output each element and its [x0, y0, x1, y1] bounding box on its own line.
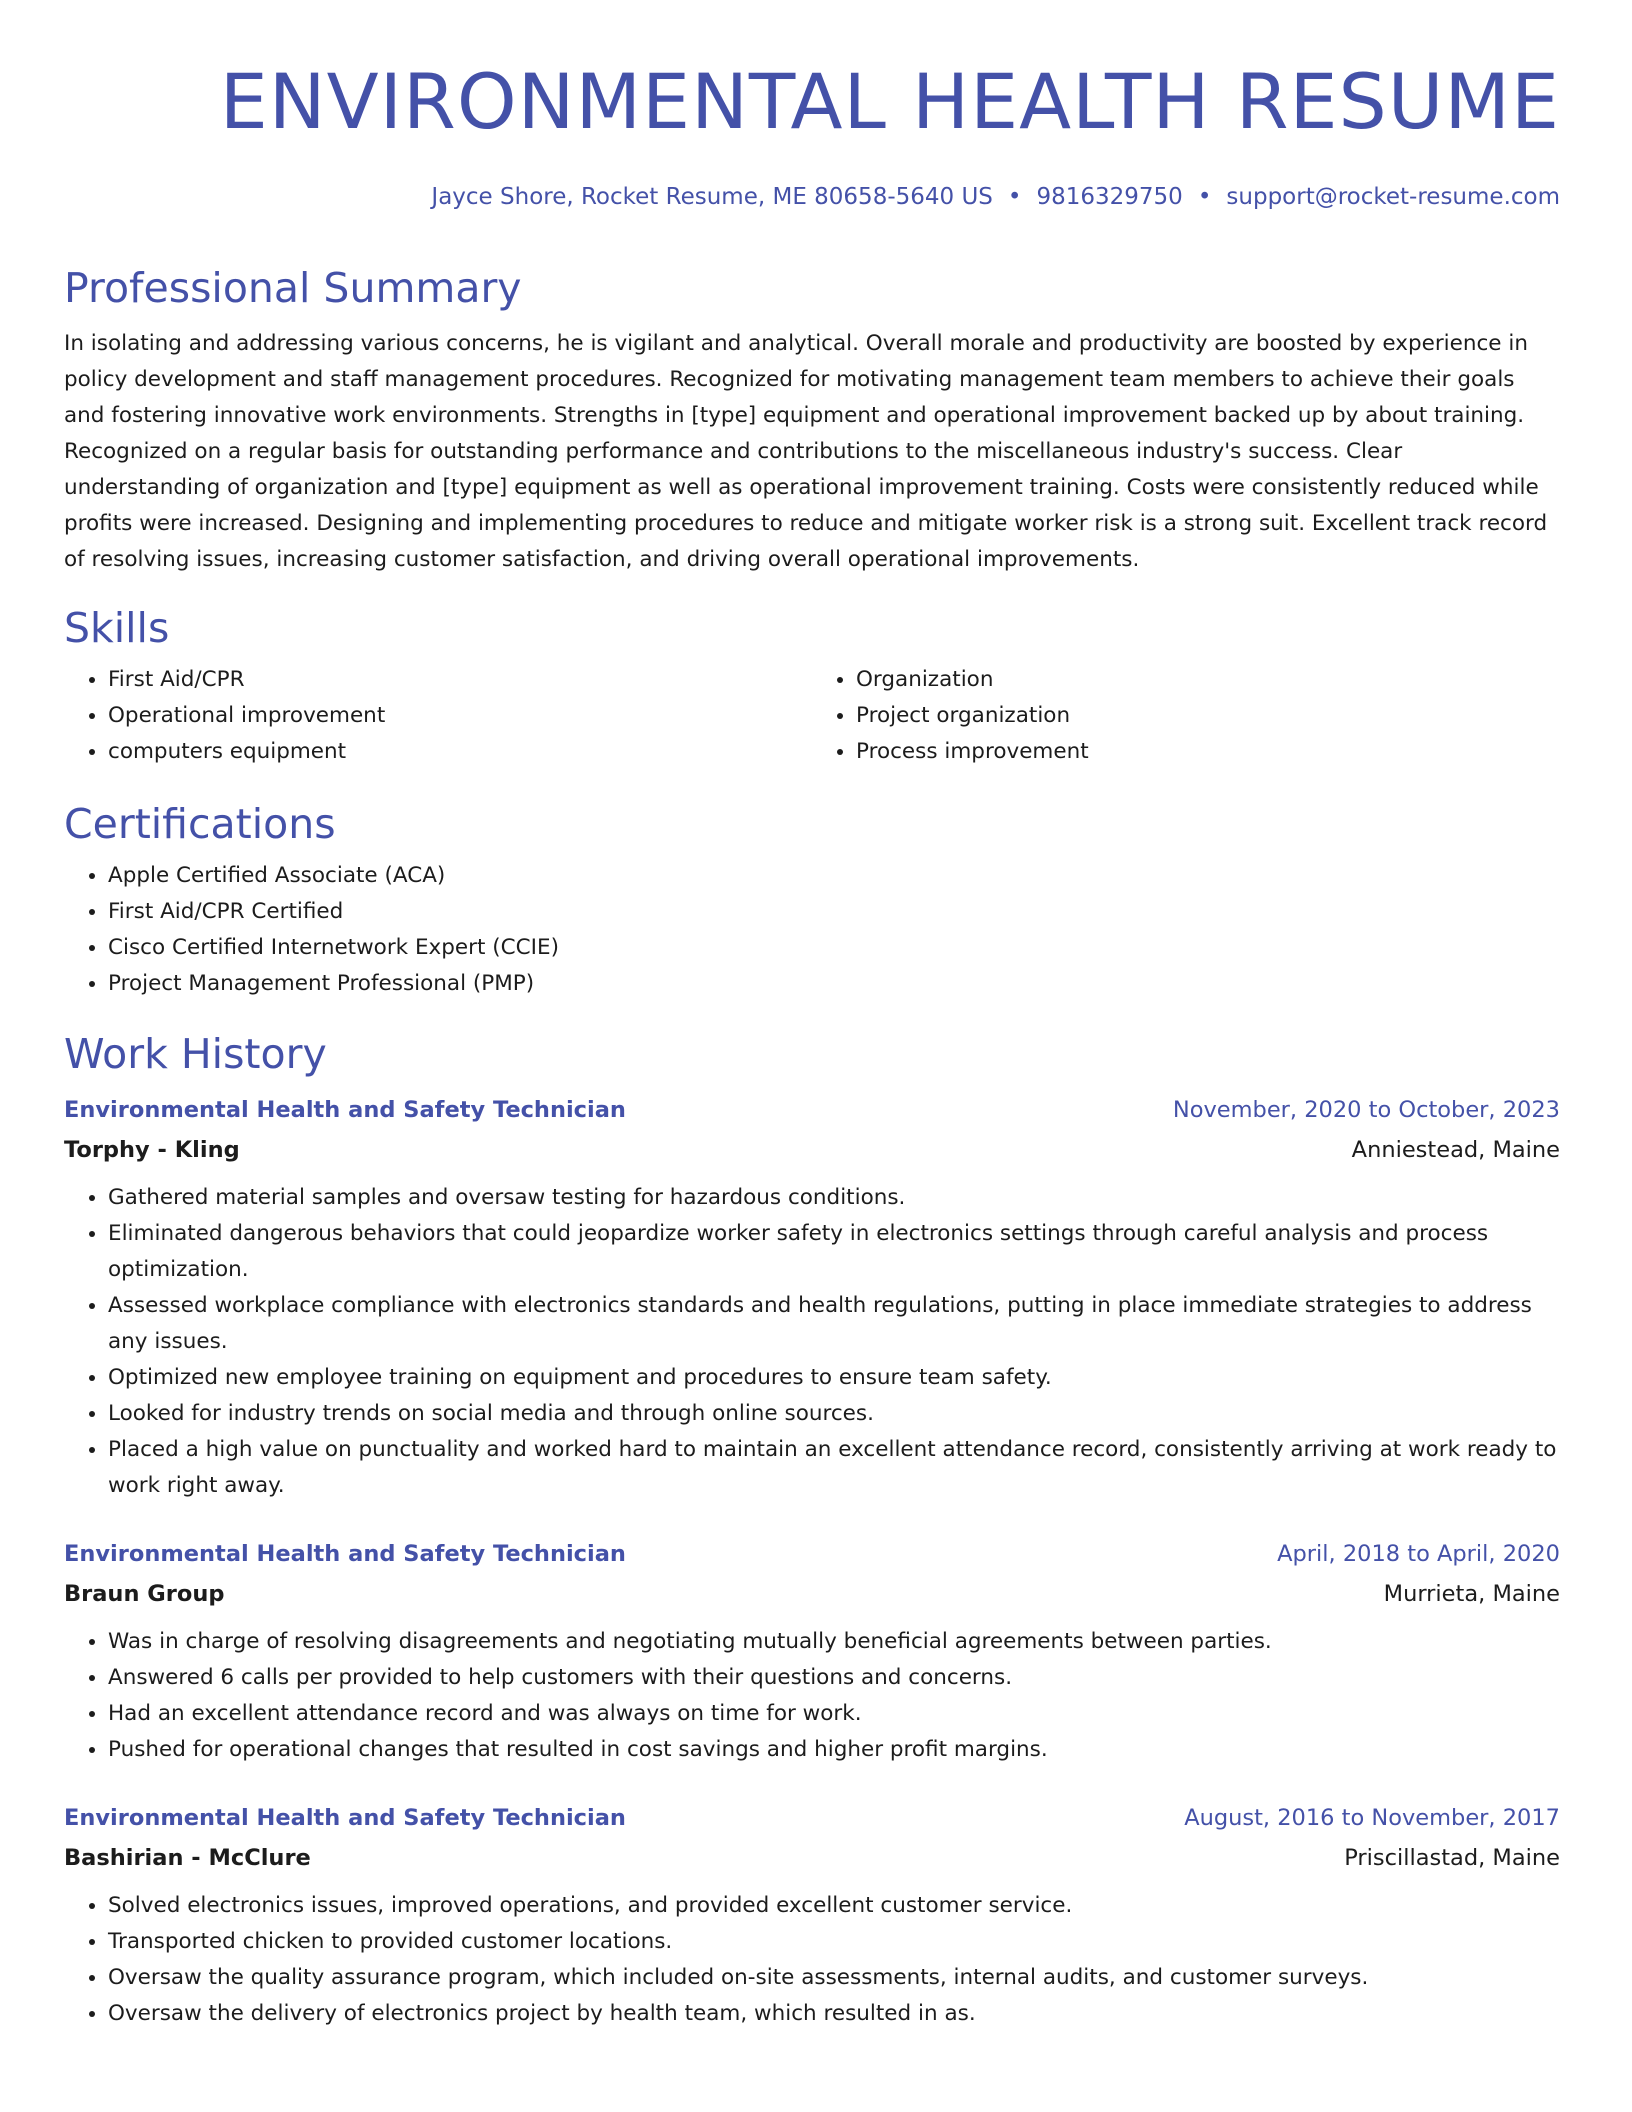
- certifications-list: [64, 858, 1560, 1002]
- skill-item: • Process improvement: [856, 734, 1560, 770]
- job-duty-item: • Oversaw the quality assurance program, which included on-site assessments, internal audits, and customer surveys.: [108, 1960, 1560, 1996]
- job-duty-item: • Was in charge of resolving disagreements and negotiating mutually beneficial agreements between parties.: [108, 1624, 1560, 1660]
- job-duty-item: • Eliminated dangerous behaviors that could jeopardize worker safety in electronics settings through careful analysis and process optimization.: [108, 1216, 1560, 1288]
- certification-item: • Cisco Certified Internetwork Expert (CCIE): [108, 930, 1560, 966]
- job-duties-list: [64, 1888, 1560, 2032]
- certification-item: • Project Management Professional (PMP): [108, 966, 1560, 1002]
- job-location: Murrieta, Maine: [1383, 1581, 1560, 1607]
- contact-line: [64, 180, 1560, 214]
- job-dates: April, 2018 to April, 2020: [1277, 1541, 1560, 1567]
- job-entry: [64, 1090, 1560, 1504]
- skills-list-left: [64, 662, 812, 770]
- skills-heading: Skills: [64, 604, 170, 652]
- skills-list-right: [812, 662, 1560, 770]
- job-duty-item: • Assessed workplace compliance with electronics standards and health regulations, putting in place immediate strategies to address any issues.: [108, 1288, 1560, 1360]
- certification-item: • First Aid/CPR Certified: [108, 894, 1560, 930]
- job-dates: November, 2020 to October, 2023: [1172, 1097, 1560, 1123]
- job-entry: [64, 1798, 1560, 2032]
- certifications-section: [64, 794, 1560, 1002]
- job-duties-list: [64, 1180, 1560, 1504]
- job-duty-item: • Pushed for operational changes that resulted in cost savings and higher profit margins.: [108, 1732, 1560, 1768]
- job-duties-list: [64, 1624, 1560, 1768]
- job-header-row: [64, 1798, 1560, 1838]
- summary-text: In isolating and addressing various concerns, he is vigilant and analytical. Overall morale and productivity are boosted by experience in policy development and staff management procedures. Recognized for motivating management team members to achieve their goals and fostering innovative work environments. Strengths in [type] equipment and operational improvement backed up by about training. Recognized on a regular basis for outstanding performance and contributions to the miscellaneous industry's success. Clear understanding of organization and [type] equipment as well as operational improvement training. Costs were consistently reduced while profits were increased. Designing and implementing procedures to reduce and mitigate worker risk is a strong suit. Excellent track record of resolving issues, increasing customer satisfaction, and driving overall operational improvements.: [64, 331, 1548, 572]
- job-header-row: [64, 1534, 1560, 1574]
- job-title: Environmental Health and Safety Technician: [64, 1097, 626, 1123]
- work-history-section: [64, 1024, 1560, 2032]
- job-company: Braun Group: [64, 1581, 225, 1607]
- job-duty-item: • Answered 6 calls per provided to help customers with their questions and concerns.: [108, 1660, 1560, 1696]
- contact-separator: •: [1007, 184, 1022, 210]
- job-title: Environmental Health and Safety Technician: [64, 1805, 626, 1831]
- skills-section: [64, 598, 1560, 770]
- skill-item: • Organization: [856, 662, 1560, 698]
- skill-item: • Project organization: [856, 698, 1560, 734]
- certification-item: • Apple Certified Associate (ACA): [108, 858, 1560, 894]
- skill-item: • computers equipment: [108, 734, 812, 770]
- job-title: Environmental Health and Safety Technician: [64, 1541, 626, 1567]
- certifications-heading: Certifications: [64, 800, 336, 848]
- job-duty-item: • Solved electronics issues, improved operations, and provided excellent customer service.: [108, 1888, 1560, 1924]
- resume-title: ENVIRONMENTAL HEALTH RESUME: [219, 57, 1560, 146]
- job-company-row: [64, 1838, 1560, 1878]
- work-history-heading: Work History: [64, 1030, 327, 1078]
- job-company: Bashirian - McClure: [64, 1845, 311, 1871]
- job-duty-item: • Looked for industry trends on social media and through online sources.: [108, 1396, 1560, 1432]
- job-duty-item: • Had an excellent attendance record and was always on time for work.: [108, 1696, 1560, 1732]
- skill-item: • Operational improvement: [108, 698, 812, 734]
- resume-content: [64, 258, 1560, 2032]
- contact-email: support@rocket-resume.com: [1226, 184, 1560, 210]
- job-location: Priscillastad, Maine: [1344, 1845, 1560, 1871]
- job-duty-item: • Gathered material samples and oversaw testing for hazardous conditions.: [108, 1180, 1560, 1216]
- skill-item: • First Aid/CPR: [108, 662, 812, 698]
- job-location: Anniestead, Maine: [1351, 1137, 1560, 1163]
- summary-heading: Professional Summary: [64, 264, 522, 312]
- job-duty-item: • Transported chicken to provided customer locations.: [108, 1924, 1560, 1960]
- job-entry: [64, 1534, 1560, 1768]
- contact-phone: 9816329750: [1036, 184, 1183, 210]
- summary-section: [64, 258, 1560, 578]
- job-duty-item: • Placed a high value on punctuality and worked hard to maintain an excellent attendance record, consistently arriving at work ready to work right away.: [108, 1432, 1560, 1504]
- job-duty-item: • Optimized new employee training on equipment and procedures to ensure team safety.: [108, 1360, 1560, 1396]
- contact-separator: •: [1197, 184, 1212, 210]
- contact-address: Jayce Shore, Rocket Resume, ME 80658-5640 US: [431, 184, 993, 210]
- job-header-row: [64, 1090, 1560, 1130]
- job-company-row: [64, 1574, 1560, 1614]
- job-company: Torphy - Kling: [64, 1137, 240, 1163]
- job-duty-item: • Oversaw the delivery of electronics project by health team, which resulted in as.: [108, 1996, 1560, 2032]
- job-dates: August, 2016 to November, 2017: [1184, 1805, 1560, 1831]
- job-company-row: [64, 1130, 1560, 1170]
- skills-grid: [64, 662, 1560, 770]
